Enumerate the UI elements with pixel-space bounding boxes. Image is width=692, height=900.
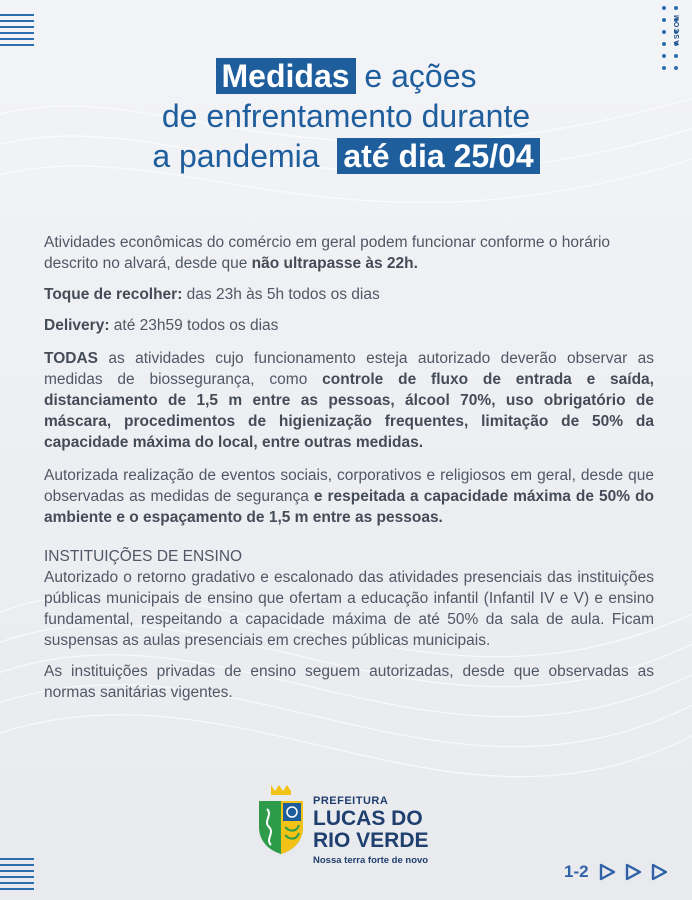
logo-city-line-2: RIO VERDE [313, 829, 429, 852]
body-text [44, 232, 654, 713]
paragraph-curfew [44, 284, 654, 305]
title-line-3 [0, 136, 692, 176]
paragraph-events [44, 465, 654, 528]
curfew-text: das 23h às 5h todos os dias [182, 286, 380, 303]
delivery-text: até 23h59 todos os dias [109, 317, 279, 334]
section-title-education: INSTITUIÇÕES DE ENSINO [44, 548, 243, 565]
paragraph-bold: não ultrapasse às 22h. [251, 255, 418, 272]
arrow-right-icon [649, 862, 669, 882]
page-indicator [564, 862, 675, 882]
paragraph-biosafety [44, 348, 654, 453]
paragraph-public-schools: Autorizado o retorno gradativo e escalonado das atividades presenciais das instituições públicas municipais de ensino que ofertam a educação infantil (Infantil IV e V) e ensino fundamental, respeitando a capacidade máxima de até 50% da sala de aula. Ficam suspensas as aulas presenciais em creches públicas municipais. [44, 569, 654, 649]
curfew-label: Toque de recolher: [44, 286, 183, 303]
paragraph-commerce [44, 232, 654, 274]
menu-lines-icon [0, 14, 34, 50]
arrow-right-icon [623, 862, 643, 882]
municipal-crest-icon [257, 783, 305, 855]
menu-lines-icon [0, 858, 34, 894]
logo-tagline: Nossa terra forte de novo [313, 855, 429, 866]
title-text-1: e ações [364, 58, 477, 94]
page-number: 1-2 [564, 862, 589, 881]
paragraph-delivery [44, 315, 654, 336]
delivery-label: Delivery: [44, 317, 110, 334]
title-text-3: a pandemia [152, 138, 320, 174]
title-line-1 [0, 56, 692, 96]
paragraph-bold: controle de fluxo de entrada e saída, distanciamento de 1,5 m entre as pessoas, álcool 70%, uso obrigatório de máscara, procedimentos de higienização frequentes, limitação de 50% da capacidade máxima do local, entre outras medidas. [44, 371, 654, 451]
title-highlight-2: até dia 25/04 [337, 138, 539, 174]
ascom-label: ASCOM [674, 14, 681, 46]
paragraph-text: as atividades cujo funcionamento esteja autorizado deverão observar as medidas de biossegurança, como [44, 350, 654, 388]
paragraph-text: Autorizada realização de eventos sociais, corporativos e religiosos em geral, desde que observadas as medidas de segurança [44, 467, 654, 505]
paragraph-text: Atividades econômicas do comércio em geral podem funcionar conforme o horário descrito no alvará, desde que [44, 234, 611, 272]
title-highlight-1: Medidas [216, 58, 356, 94]
prefeitura-logo [257, 783, 447, 873]
logo-city-line-1: LUCAS DO [313, 807, 423, 830]
paragraph-bold: e respeitada a capacidade máxima de 50% do ambiente e o espaçamento de 1,5 m entre as pessoas. [44, 488, 655, 526]
logo-prefeitura: PREFEITURA [313, 795, 389, 807]
paragraph-private-schools: As instituições privadas de ensino seguem autorizadas, desde que observadas as normas sanitárias vigentes. [44, 663, 654, 701]
paragraph-bold: TODAS [44, 350, 98, 367]
arrow-right-icon [597, 862, 617, 882]
title-line-2: de enfrentamento durante [161, 98, 531, 134]
page-title [0, 56, 692, 176]
